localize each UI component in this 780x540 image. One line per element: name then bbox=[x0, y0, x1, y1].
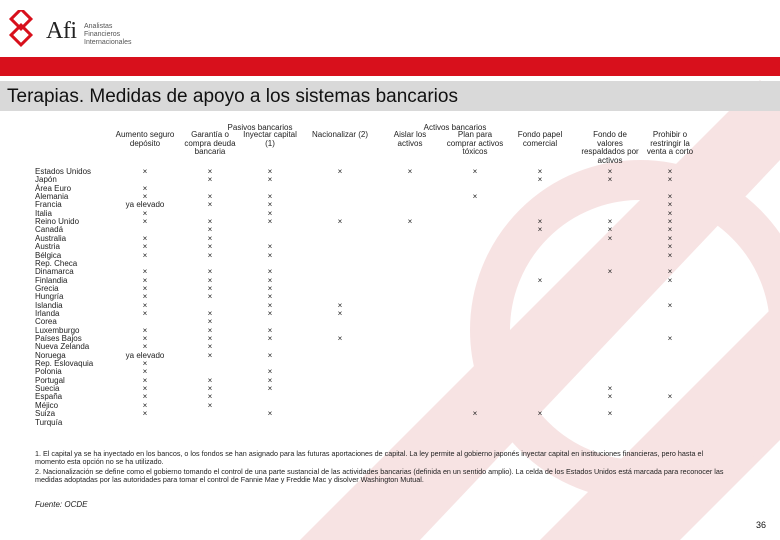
row-country: Alemania bbox=[35, 192, 69, 202]
table-cell-mark: × bbox=[207, 275, 213, 285]
table-cell-mark: × bbox=[472, 167, 478, 176]
table-cell-mark: × bbox=[667, 192, 673, 202]
table-cell-mark: × bbox=[607, 225, 613, 235]
table-cell-mark: × bbox=[142, 308, 148, 318]
table-cell-mark: × bbox=[207, 392, 213, 402]
table-cell-mark: × bbox=[207, 283, 213, 293]
column-header: Prohibir o restringir la venta a corto bbox=[646, 130, 694, 157]
table-cell-mark: × bbox=[142, 183, 148, 193]
table-cell-mark: × bbox=[142, 242, 148, 252]
brand-logo bbox=[6, 6, 136, 52]
table-cell-mark: × bbox=[607, 384, 613, 394]
column-header: Fondo papel comercial bbox=[517, 130, 563, 148]
table-cell-mark: × bbox=[267, 409, 273, 419]
brand-tagline: Analistas Financieros Internacionales bbox=[84, 23, 132, 46]
table-cell-mark: × bbox=[267, 300, 273, 310]
table-cell-mark: × bbox=[207, 267, 213, 277]
table-cell-mark: × bbox=[207, 325, 213, 335]
row-country: España bbox=[35, 392, 63, 402]
table-cell-mark: × bbox=[207, 317, 213, 327]
table-cell-mark: × bbox=[142, 167, 148, 176]
table-cell-mark: × bbox=[472, 192, 478, 202]
column-header: Aislar los activos bbox=[393, 130, 427, 148]
table-cell-mark: × bbox=[207, 400, 213, 410]
table-cell-mark: × bbox=[667, 275, 673, 285]
table-cell-mark: × bbox=[207, 384, 213, 394]
table-cell-mark: × bbox=[267, 308, 273, 318]
afi-logo-icon bbox=[6, 10, 38, 48]
table-cell-mark: × bbox=[142, 267, 148, 277]
table-cell-mark: × bbox=[267, 192, 273, 202]
table-cell-mark: × bbox=[667, 392, 673, 402]
table-cell-mark: × bbox=[207, 334, 213, 343]
table-cell-mark: × bbox=[207, 175, 213, 185]
table-cell-mark: × bbox=[267, 375, 273, 385]
row-country: Rep. Eslovaquia bbox=[35, 359, 94, 369]
table-cell-mark: × bbox=[607, 267, 613, 277]
footnote-2: 2. Nacionalización se define como el gobierno tomando el control de una parte sustancial de las actividades bancarias (definida en un sentido amplio). La celda de los Estados Unidos está marcada para reconocer las medidas adoptadas por las autoridades para tomar el control de Fannie Mae y Freddie Mac y disolver Washington Mutual. bbox=[35, 467, 724, 484]
row-country: Grecia bbox=[35, 283, 59, 293]
row-country: Luxemburgo bbox=[35, 325, 80, 335]
column-header: Garantía o compra deuda bancaria bbox=[184, 130, 236, 157]
table-cell-mark: × bbox=[142, 367, 148, 377]
row-country: Turquía bbox=[35, 417, 63, 427]
table-cell-mark: × bbox=[207, 217, 213, 227]
table-cell-mark: × bbox=[537, 175, 543, 185]
table-cell-mark: × bbox=[267, 208, 273, 218]
table-cell-mark: × bbox=[607, 217, 613, 227]
table-cell-mark: × bbox=[142, 342, 148, 352]
table-cell-mark: × bbox=[337, 300, 343, 310]
table-cell-mark: × bbox=[267, 334, 273, 343]
row-country: Área Euro bbox=[35, 183, 72, 193]
table-cell-mark: × bbox=[207, 342, 213, 352]
slide-title: Terapias. Medidas de apoyo a los sistemas bancarios bbox=[7, 86, 458, 107]
row-country: Polonia bbox=[35, 367, 62, 377]
table-cell-mark: × bbox=[142, 233, 148, 243]
table-cell-mark: × bbox=[667, 225, 673, 235]
table-cell-mark: × bbox=[142, 192, 148, 202]
row-country: Italia bbox=[35, 208, 52, 218]
table-cell-mark: × bbox=[267, 175, 273, 185]
table-cell-mark: × bbox=[267, 217, 273, 227]
table-cell-mark: × bbox=[207, 167, 213, 176]
group-header-assets: Activos bancarios bbox=[423, 123, 487, 132]
row-country: Nueva Zelanda bbox=[35, 342, 90, 352]
row-country: Países Bajos bbox=[35, 334, 82, 343]
row-country: Francia bbox=[35, 200, 62, 210]
accent-bar bbox=[0, 57, 780, 76]
table-cell-mark: × bbox=[337, 334, 343, 343]
table-cell-mark: × bbox=[667, 208, 673, 218]
footnote-1: 1. El capital ya se ha inyectado en los bancos, o los fondos se han asignado para las futuras aportaciones de capital. La ley permite al gobierno japonés inyectar capital en instituciones financieras, pero hasta el momento esta opción no se ha utilizado. bbox=[35, 449, 704, 466]
table-cell-mark: × bbox=[267, 283, 273, 293]
table-cell-mark: × bbox=[667, 334, 673, 343]
table-cell-mark: × bbox=[537, 225, 543, 235]
table-cell-mark: × bbox=[207, 242, 213, 252]
table-cell-mark: × bbox=[607, 233, 613, 243]
table-cell-mark: × bbox=[267, 275, 273, 285]
row-country: Austria bbox=[35, 242, 60, 252]
table-cell-mark: × bbox=[667, 167, 673, 176]
row-country: Dinamarca bbox=[35, 267, 74, 277]
table-cell-mark: × bbox=[537, 167, 543, 176]
column-header: Aumento seguro depósito bbox=[115, 130, 175, 148]
table-cell-mark: × bbox=[667, 217, 673, 227]
row-country: Islandia bbox=[35, 300, 63, 310]
table-cell-mark: × bbox=[667, 233, 673, 243]
table-cell-mark: × bbox=[667, 267, 673, 277]
source-note: Fuente: OCDE bbox=[35, 500, 88, 509]
table-cell-mark: × bbox=[207, 250, 213, 260]
table-cell-mark: × bbox=[142, 334, 148, 343]
table-cell-mark: × bbox=[142, 375, 148, 385]
table-cell-mark: × bbox=[667, 175, 673, 185]
row-country: Suiza bbox=[35, 409, 56, 419]
table-cell-mark: × bbox=[142, 400, 148, 410]
table-cell-mark: × bbox=[407, 167, 413, 176]
table-cell-mark: × bbox=[472, 409, 478, 419]
table-cell-mark: × bbox=[207, 225, 213, 235]
table-cell-mark: × bbox=[337, 167, 343, 176]
table-cell-mark: × bbox=[607, 392, 613, 402]
row-country: Reino Unido bbox=[35, 217, 80, 227]
table-cell-mark: × bbox=[667, 250, 673, 260]
measures-table bbox=[35, 123, 725, 435]
table-cell-mark: × bbox=[267, 292, 273, 302]
table-cell-mark: × bbox=[142, 300, 148, 310]
table-cell-mark: × bbox=[142, 217, 148, 227]
table-cell-mark: × bbox=[142, 275, 148, 285]
table-cell-mark: × bbox=[607, 409, 613, 419]
column-header: Nacionalizar (2) bbox=[311, 130, 369, 139]
table-cell-mark: × bbox=[142, 208, 148, 218]
brand-name: Afi bbox=[46, 18, 77, 44]
group-header-liabilities: Pasivos bancarios bbox=[227, 123, 293, 132]
table-cell-mark: × bbox=[537, 217, 543, 227]
table-cell-mark: × bbox=[607, 167, 613, 176]
table-cell-mark: × bbox=[337, 217, 343, 227]
table-cell-mark: × bbox=[207, 200, 213, 210]
row-country: Estados Unidos bbox=[35, 167, 92, 176]
table-cell-mark: ya elevado bbox=[125, 350, 165, 360]
table-cell-mark: × bbox=[667, 242, 673, 252]
table-cell-mark: × bbox=[207, 233, 213, 243]
row-country: Corea bbox=[35, 317, 57, 327]
row-country: Hungría bbox=[35, 292, 64, 302]
table-cell-mark: × bbox=[142, 292, 148, 302]
table-cell-mark: × bbox=[667, 300, 673, 310]
table-cell-mark: × bbox=[537, 409, 543, 419]
table-cell-mark: × bbox=[142, 283, 148, 293]
table-cell-mark: × bbox=[207, 308, 213, 318]
row-country: Australia bbox=[35, 233, 67, 243]
table-cell-mark: × bbox=[267, 242, 273, 252]
column-header: Inyectar capital (1) bbox=[243, 130, 297, 148]
row-country: Irlanda bbox=[35, 308, 60, 318]
row-country: Suecia bbox=[35, 384, 60, 394]
table-cell-mark: × bbox=[667, 200, 673, 210]
table-cell-mark: × bbox=[142, 384, 148, 394]
table-cell-mark: × bbox=[207, 192, 213, 202]
table-cell-mark: × bbox=[267, 350, 273, 360]
table-cell-mark: × bbox=[267, 167, 273, 176]
table-cell-mark: × bbox=[337, 308, 343, 318]
row-country: Canadá bbox=[35, 225, 64, 235]
row-country: Portugal bbox=[35, 375, 65, 385]
table-cell-mark: × bbox=[207, 350, 213, 360]
table-cell-mark: × bbox=[267, 325, 273, 335]
row-country: Méjico bbox=[35, 400, 59, 410]
table-cell-mark: × bbox=[267, 384, 273, 394]
table-cell-mark: × bbox=[267, 200, 273, 210]
page-number: 36 bbox=[755, 520, 766, 530]
table-cell-mark: × bbox=[207, 375, 213, 385]
table-cell-mark: × bbox=[267, 267, 273, 277]
table-cell-mark: ya elevado bbox=[125, 200, 165, 210]
row-country: Finlandia bbox=[35, 275, 68, 285]
table-cell-mark: × bbox=[207, 292, 213, 302]
table-cell-mark: × bbox=[142, 250, 148, 260]
table-cell-mark: × bbox=[142, 392, 148, 402]
table-cell-mark: × bbox=[142, 325, 148, 335]
table-cell-mark: × bbox=[267, 250, 273, 260]
column-header: Plan para comprar activos tóxicos bbox=[446, 130, 504, 157]
table-cell-mark: × bbox=[537, 275, 543, 285]
column-header: Fondo de valores respaldados por activos bbox=[581, 130, 639, 165]
table-cell-mark: × bbox=[607, 175, 613, 185]
table-cell-mark: × bbox=[267, 367, 273, 377]
row-country: Noruega bbox=[35, 350, 66, 360]
footnotes bbox=[35, 450, 725, 484]
table-cell-mark: × bbox=[142, 359, 148, 369]
row-country: Rep. Checa bbox=[35, 258, 78, 268]
row-country: Japón bbox=[35, 175, 57, 185]
table-cell-mark: × bbox=[407, 217, 413, 227]
row-country: Bélgica bbox=[35, 250, 62, 260]
table-cell-mark: × bbox=[142, 409, 148, 419]
